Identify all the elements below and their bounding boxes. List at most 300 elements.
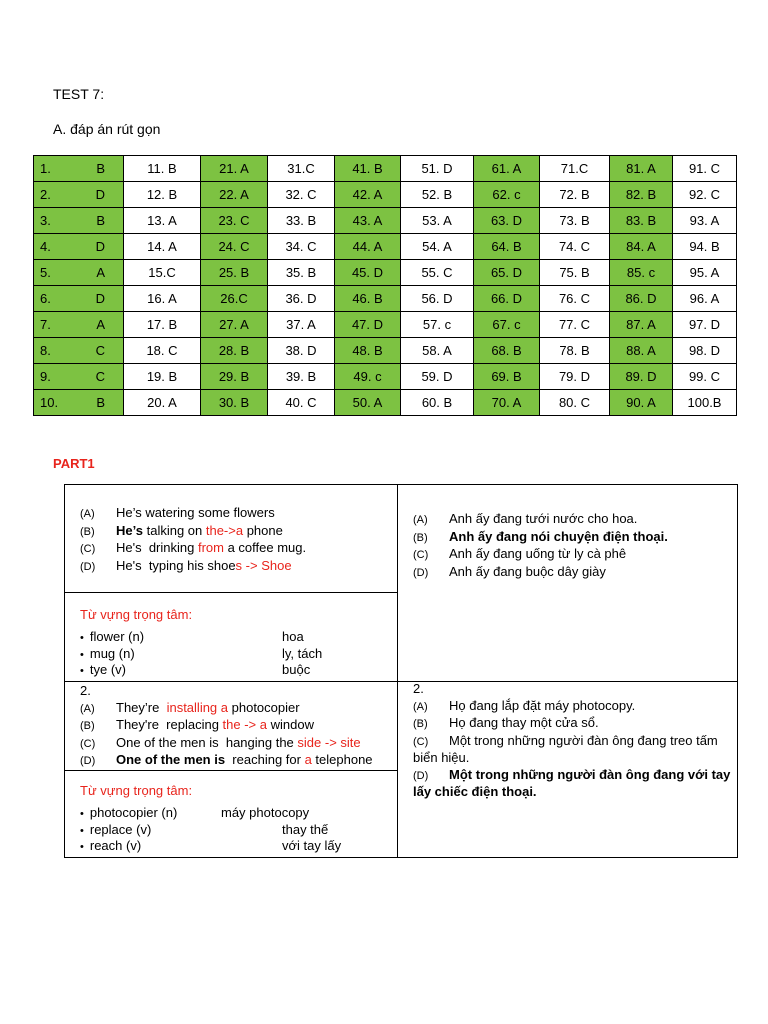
answer-text: 66. D [490,291,523,306]
answer-number: 5. [40,265,51,280]
answer-cell [34,234,124,260]
correction-text: from [197,540,224,555]
answer-cell [335,364,401,390]
answer-text: 100.B [687,395,722,410]
answer-row [34,338,737,364]
translation-row [413,529,733,547]
part-label: PART1 [53,456,95,471]
option-label: (B) [80,525,95,538]
answer-text: 17. B [146,317,178,332]
translation-row [413,698,735,716]
option-fragment: photocopier [228,699,300,715]
correction-text: a [304,752,312,767]
answer-text: 79. D [558,369,591,384]
answer-row [34,208,737,234]
answer-cell [673,156,737,182]
answer-cell [201,312,268,338]
vocab-meaning: ly, tách [282,645,323,661]
q1-translations [413,511,733,581]
answer-cell [201,364,268,390]
answer-text: 25. B [218,265,250,280]
answer-text: 84. A [626,239,656,254]
option-fragment: He's drinking [116,540,198,555]
answer-text: 51. D [421,161,453,176]
divider [64,770,397,771]
answer-cell [34,312,124,338]
divider [64,592,397,593]
translation-row [413,715,735,733]
answer-text: 83. B [625,213,657,228]
answer-cell [201,260,268,286]
answer-number: 6. [40,291,51,306]
correction-text: installing a [166,699,229,715]
answer-cell [124,260,201,286]
q1-vocab-title: Từ vựng trọng tâm: [80,607,193,622]
answer-text: 77. C [558,317,591,332]
answer-cell [201,338,268,364]
answer-number: 2. [40,187,51,202]
answer-text: 80. C [558,395,591,410]
option-fragment: a coffee mug. [223,540,307,555]
answer-text: 12. B [146,187,178,202]
answer-text: 40. C [285,395,317,410]
option-row [80,700,395,718]
option-text [116,717,314,735]
answer-text: 62. c [492,187,521,202]
answer-text: 87. A [626,317,656,332]
answer-cell [673,208,737,234]
answer-text: 97. D [688,317,721,332]
answer-cell [474,234,540,260]
answer-text: 13. A [147,213,177,228]
answer-cell [335,182,401,208]
answer-text: 27. A [219,317,249,332]
answer-cell [201,286,268,312]
option-row [80,558,395,576]
translation-text: Anh ấy đang nói chuyện điện thoại. [449,528,668,544]
option-text [116,540,306,558]
answer-number: 9. [40,369,51,384]
answer-text: 55. C [421,265,453,280]
q2-number: 2. [80,683,91,698]
translation-text: Anh ấy đang uống từ ly cà phê [449,546,627,561]
answer-text: 65. D [490,265,523,280]
answer-text: 59. D [421,369,453,384]
answer-text: 88. A [626,343,656,358]
answer-number: 3. [40,213,51,228]
answer-text: 36. D [285,291,317,306]
option-label: (A) [80,702,95,715]
answer-cell [673,312,737,338]
answer-cell [34,208,124,234]
answer-cell [335,156,401,182]
answer-text: 49. c [353,369,382,384]
option-fragment: telephone [311,752,373,767]
answer-cell [401,234,474,260]
answer-text: 95. A [689,265,720,280]
vocab-term: • reach (v) [80,838,141,853]
answer-text: 23. C [218,213,250,228]
answer-cell [610,286,673,312]
answer-number: 10. [40,395,59,410]
answer-cell [34,390,124,416]
q2-vocab-list [80,805,390,855]
answer-row [34,156,737,182]
answer-text: 69. B [491,369,522,384]
answer-text: 73. B [559,213,590,228]
answer-cell [268,156,335,182]
answer-letter: D [95,291,105,306]
answer-text: 41. B [352,161,383,176]
option-fragment: He’s [116,522,143,538]
vocab-item [80,838,390,855]
vocab-meaning: thay thế [282,821,329,837]
answer-text: 43. A [352,213,383,228]
translation-text: Một trong những người đàn ông đang treo tấm biển hiệu. [413,732,718,765]
option-row [80,752,395,770]
answer-cell [540,390,610,416]
answer-text: 92. C [688,187,721,202]
vocab-term: • replace (v) [80,822,151,837]
answer-cell [474,312,540,338]
answer-text: 86. D [625,291,657,306]
answer-cell [124,182,201,208]
answer-cell [124,338,201,364]
answer-row [34,390,737,416]
translation-text: Họ đang lắp đặt máy photocopy. [449,697,636,713]
answer-cell [610,260,673,286]
answer-text: 91. C [688,161,721,176]
answer-letter: B [96,161,105,176]
answer-text: 70. A [491,395,522,410]
translation-text: Một trong những người đàn ông đang với tay lấy chiếc điện thoại. [413,766,731,799]
answer-key-table [33,155,737,416]
answer-letter: A [96,317,105,332]
answer-cell [610,234,673,260]
answer-cell [673,286,737,312]
option-fragment: window [267,717,314,732]
answer-cell [610,338,673,364]
translation-label: (A) [413,700,428,713]
answer-cell [401,312,474,338]
translation-label: (B) [413,718,428,730]
answer-text: 21. A [219,161,249,176]
option-label: (D) [80,755,96,767]
translation-row [413,564,733,582]
answer-cell [673,338,737,364]
answer-cell [401,260,474,286]
answer-cell [474,286,540,312]
answer-cell [610,208,673,234]
answer-text: 52. B [421,187,453,202]
answer-cell [335,208,401,234]
answer-cell [268,234,335,260]
answer-cell [401,208,474,234]
answer-text: 99. C [688,369,721,384]
answer-cell [268,312,335,338]
answer-text: 72. B [559,187,590,202]
answer-cell [673,182,737,208]
answer-text: 14. A [147,239,177,254]
answer-cell [268,182,335,208]
answer-cell [34,338,124,364]
answer-cell [610,390,673,416]
answer-cell [268,338,335,364]
answer-cell [610,364,673,390]
answer-cell [401,286,474,312]
answer-cell [34,156,124,182]
answer-text: 32. C [285,187,317,202]
answer-cell [335,234,401,260]
vocab-meaning: hoa [282,629,304,644]
translation-label: (D) [413,769,429,782]
vocab-term: • flower (n) [80,629,144,644]
vocab-meaning: buộc [282,662,311,677]
answer-cell [474,390,540,416]
answer-cell [124,312,201,338]
answer-number: 8. [40,343,51,358]
answer-cell [335,312,401,338]
answer-cell [124,364,201,390]
correction-text: s -> Shoe [235,557,292,573]
answer-cell [540,338,610,364]
answer-cell [34,286,124,312]
correction-text: side -> site [297,734,361,750]
answer-letter: D [95,239,105,254]
option-text [116,700,300,718]
answer-text: 47. D [351,317,384,332]
vocab-meaning: máy photocopy [221,805,310,820]
option-text [116,735,361,753]
answer-cell [268,364,335,390]
answer-text: 18. C [146,343,178,358]
translation-text: Anh ấy đang tưới nước cho hoa. [449,511,638,526]
answer-text: 58. A [422,343,452,358]
answer-letter: B [96,395,105,410]
correction-text: the->a [205,522,244,538]
answer-cell [34,260,124,286]
vocab-item [80,646,390,663]
option-text [116,558,292,576]
answer-cell [124,234,201,260]
answer-number: 1. [40,161,51,176]
answer-text: 46. B [352,291,383,306]
answer-cell [201,234,268,260]
section-heading: A. đáp án rút gọn [53,121,161,137]
column-divider [397,484,398,858]
vocab-item [80,629,390,646]
answer-text: 24. C [218,239,250,254]
answer-cell [610,312,673,338]
answer-letter: C [95,369,105,384]
answer-cell [610,182,673,208]
vocab-term: • tye (v) [80,662,126,677]
vocab-term: • mug (n) [80,646,135,661]
answer-text: 29. B [218,369,250,384]
answer-text: 31.C [287,161,315,176]
answer-text: 56. D [421,291,453,306]
option-label: (C) [80,737,96,750]
translation-row [413,733,735,767]
translation-row [413,546,733,564]
answer-cell [124,390,201,416]
answer-text: 61. A [491,161,522,176]
answer-row [34,364,737,390]
answer-text: 76. C [558,291,591,306]
translation-row [413,767,735,801]
answer-text: 90. A [626,395,656,410]
answer-cell [335,338,401,364]
answer-row [34,182,737,208]
answer-cell [201,182,268,208]
answer-text: 60. B [421,395,453,410]
option-fragment: reaching for [225,752,305,767]
answer-cell [401,182,474,208]
answer-text: 39. B [285,369,317,384]
answer-cell [335,390,401,416]
answer-cell [540,312,610,338]
translation-row [413,511,733,529]
page-title: TEST 7: [53,86,105,102]
answer-letter: A [96,265,105,280]
answer-cell [268,260,335,286]
answer-cell [401,364,474,390]
option-label: (C) [80,543,96,555]
answer-cell [335,286,401,312]
translation-label: (A) [413,514,428,526]
answer-cell [673,364,737,390]
answer-cell [201,208,268,234]
option-row [80,735,395,753]
answer-text: 98. D [688,343,721,358]
answer-cell [124,286,201,312]
answer-text: 34. C [285,239,317,254]
answer-text: 78. B [559,343,590,358]
answer-cell [540,364,610,390]
answer-row [34,234,737,260]
option-fragment: He’s watering some flowers [116,505,275,520]
answer-text: 30. B [218,395,250,410]
answer-cell [540,208,610,234]
translation-label: (C) [413,549,429,561]
answer-text: 22. A [219,187,249,202]
answer-text: 68. B [491,343,522,358]
option-fragment: They’re [116,699,167,715]
answer-cell [540,156,610,182]
answer-text: 53. A [422,213,452,228]
q1-options [80,505,395,575]
translation-text: Họ đang thay một cửa sổ. [449,715,599,730]
answer-text: 50. A [352,395,383,410]
translation-text: Anh ấy đang buộc dây giày [449,563,606,579]
answer-letter: B [96,213,105,228]
answer-text: 15.C [148,265,176,280]
answer-row [34,260,737,286]
option-text [116,523,283,541]
answer-cell [673,390,737,416]
option-fragment: phone [243,522,283,538]
option-row [80,505,395,523]
answer-cell [673,234,737,260]
answer-text: 19. B [146,369,178,384]
answer-text: 71.C [560,161,589,176]
answer-text: 75. B [559,265,590,280]
answer-cell [474,182,540,208]
answer-cell [124,208,201,234]
translation-label: (C) [413,735,429,748]
answer-text: 38. D [285,343,317,358]
option-text [116,505,275,523]
option-row [80,717,395,735]
answer-text: 85. c [626,265,656,280]
answer-cell [268,286,335,312]
answer-text: 48. B [352,343,383,358]
vocab-meaning: với tay lấy [282,838,342,853]
answer-text: 74. C [558,239,591,254]
answer-text: 35. B [285,265,317,280]
answer-text: 44. A [352,239,383,254]
answer-text: 20. A [147,395,177,410]
answer-text: 45. D [351,265,384,280]
answer-cell [201,156,268,182]
answer-text: 96. A [689,291,720,306]
q2-options [80,683,395,770]
option-label: (B) [80,720,95,732]
answer-text: 63. D [490,213,523,228]
q2-translations [413,681,735,801]
answer-cell [335,260,401,286]
answer-cell [474,156,540,182]
answer-cell [474,364,540,390]
translation-label: (D) [413,566,429,579]
answer-cell [34,182,124,208]
answer-row [34,286,737,312]
option-fragment: One of the men is [116,752,226,767]
option-text [116,752,373,770]
answer-text: 67. c [492,317,521,332]
answer-text: 81. A [626,161,656,176]
option-row [80,523,395,541]
answer-text: 16. A [147,291,177,306]
answer-text: 64. B [491,239,522,254]
answer-letter: D [95,187,105,202]
translation-label: (B) [413,531,428,544]
option-fragment: He's typing his shoe [116,557,236,573]
answer-cell [540,260,610,286]
vocab-item [80,805,390,822]
answer-cell [610,156,673,182]
answer-cell [201,390,268,416]
answer-cell [474,208,540,234]
answer-cell [540,286,610,312]
answer-letter: C [95,343,105,358]
answer-cell [401,338,474,364]
answer-text: 94. B [689,239,720,254]
answer-text: 28. B [218,343,250,358]
answer-cell [401,156,474,182]
option-row [80,540,395,558]
answer-text: 54. A [422,239,452,254]
answer-text: 11. B [147,161,177,176]
answer-cell [268,390,335,416]
answer-cell [673,260,737,286]
answer-cell [474,338,540,364]
answer-text: 33. B [285,213,317,228]
q1-vocab-list [80,629,390,679]
answer-text: 42. A [352,187,383,202]
answer-number: 7. [40,317,51,332]
vocab-item [80,822,390,839]
